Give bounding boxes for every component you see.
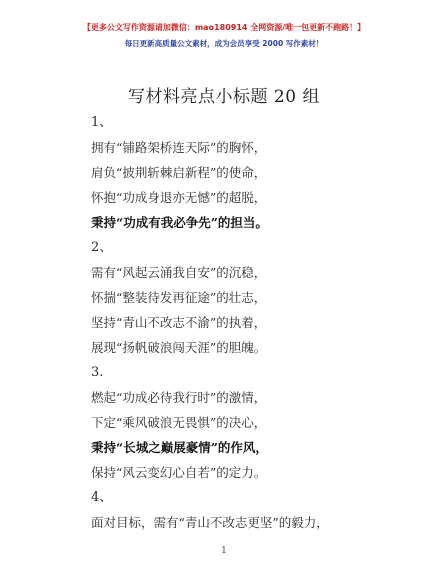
text-line: 保持“风云变幻心自若”的定力。 xyxy=(91,465,267,480)
text-line: 怀揣“整装待发再征途”的壮志， xyxy=(91,290,267,305)
section-number-2: 2、 xyxy=(91,240,113,255)
text-line: 肩负“披荆斩棘启新程”的使命， xyxy=(91,165,267,180)
text-line: 坚持“青山不改志不渝”的执着， xyxy=(91,315,267,330)
section-number-1: 1、 xyxy=(91,115,113,130)
text-line-bold: 秉持“功成有我必争先”的担当。 xyxy=(91,215,268,230)
promo-banner-line-2: 每日更新高质量公文素材，成为会员享受 2000 写作素材！ xyxy=(124,39,324,48)
document-body xyxy=(91,110,421,535)
page-number: 1 xyxy=(221,546,227,556)
text-line: 拥有“铺路架桥连天际”的胸怀， xyxy=(91,140,267,155)
promo-banner-line-1: 【更多公文写作资源请加微信：mao180914 全网资源/唯一包更新不跑路！】 xyxy=(82,23,366,32)
text-line: 下定“乘风破浪无畏惧”的决心， xyxy=(91,415,267,430)
text-line: 怀抱“功成身退亦无憾”的超脱， xyxy=(91,190,267,205)
text-line: 面对目标，需有“青山不改志更坚”的毅力， xyxy=(91,515,329,530)
text-line: 燃起“功成必待我行时”的激情， xyxy=(91,390,267,405)
section-number-4: 4、 xyxy=(91,490,113,505)
text-line-bold: 秉持“长城之巅展豪情”的作风， xyxy=(91,440,268,455)
section-number-3: 3. xyxy=(91,365,104,380)
text-line: 需有“风起云涌我自安”的沉稳， xyxy=(91,265,267,280)
document-title: 写材料亮点小标题 20 组 xyxy=(128,87,320,107)
text-line: 展现“扬帆破浪闯天涯”的胆魄。 xyxy=(91,340,267,355)
